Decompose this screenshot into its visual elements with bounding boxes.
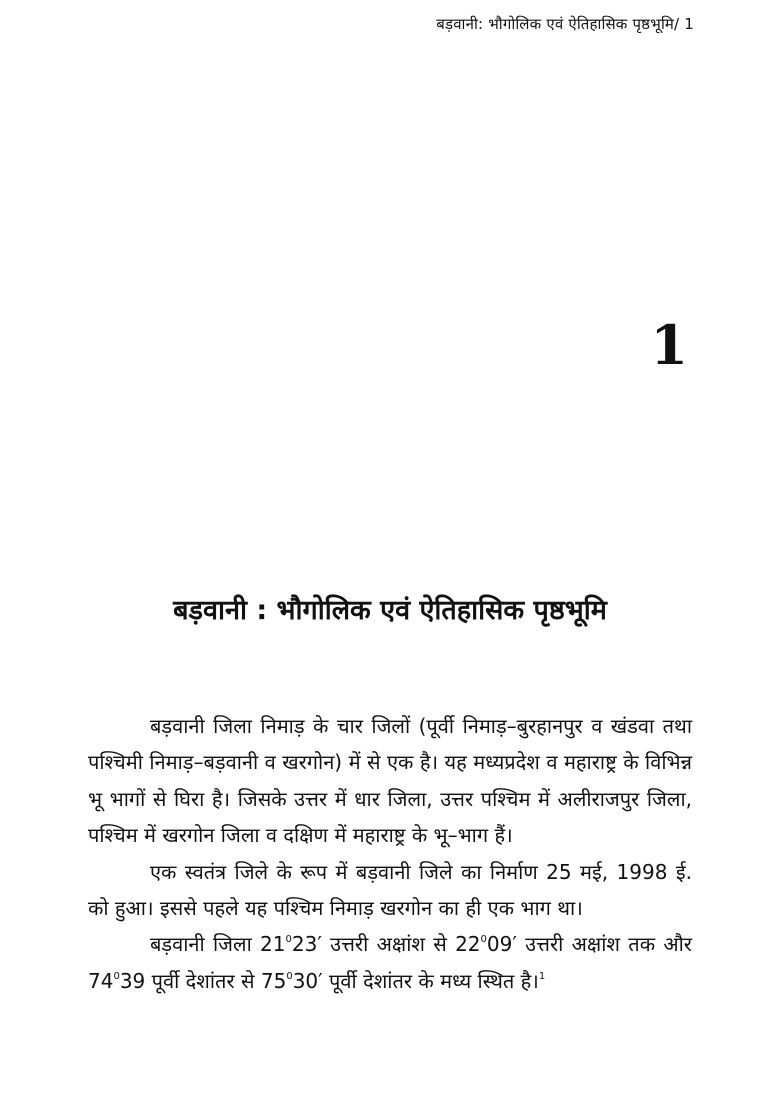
paragraph-3-text: 39 पूर्वी देशांतर से 75 [119, 968, 287, 993]
running-head: बड़वानी: भौगोलिक एवं ऐतिहासिक पृष्ठभूमि/ 1 [436, 15, 694, 33]
paragraph-3 [88, 926, 692, 999]
degree-mark: 0 [286, 970, 293, 982]
body-text [88, 708, 692, 999]
paragraph-2: एक स्वतंत्र जिले के रूप में बड़वानी जिले का निर्माण 25 मई, 1998 ई. को हुआ। इससे पहले यह पश्चिम निमाड़ खरगोन का ही एक भाग था। [88, 859, 692, 921]
chapter-number: 1 [650, 313, 688, 377]
paragraph-3-text: 23′ उत्तरी अक्षांश से 22 [291, 932, 481, 957]
paragraph-3-text: बड़वानी जिला 21 [150, 932, 286, 957]
paragraph-3-text: 09′ उत्तरी अक्षांश तक और 74 [88, 932, 692, 993]
degree-mark: 0 [285, 934, 292, 946]
footnote-reference[interactable]: 1 [538, 970, 546, 982]
chapter-title: बड़वानी : भौगोलिक एवं ऐतिहासिक पृष्ठभूमि [173, 595, 607, 626]
paragraph-3-text: 30′ पूर्वी देशांतर के मध्य स्थित है। [292, 968, 539, 993]
degree-mark: 0 [113, 970, 120, 982]
paragraph-1: बड़वानी जिला निमाड़ के चार जिलों (पूर्वी निमाड़–बुरहानपुर व खंडवा तथा पश्चिमी निमाड़–बड़वानी व खरगोन) में से एक है। यह मध्यप्रदेश व महाराष्ट्र के विभिन्न भू भागों से घिरा है। जिसके उत्तर में धार जिला, उत्तर पश्चिम में अलीराजपुर जिला, पश्चिम में खरगोन जिला व दक्षिण में महाराष्ट्र के भू–भाग हैं। [88, 714, 692, 848]
degree-mark: 0 [480, 934, 487, 946]
